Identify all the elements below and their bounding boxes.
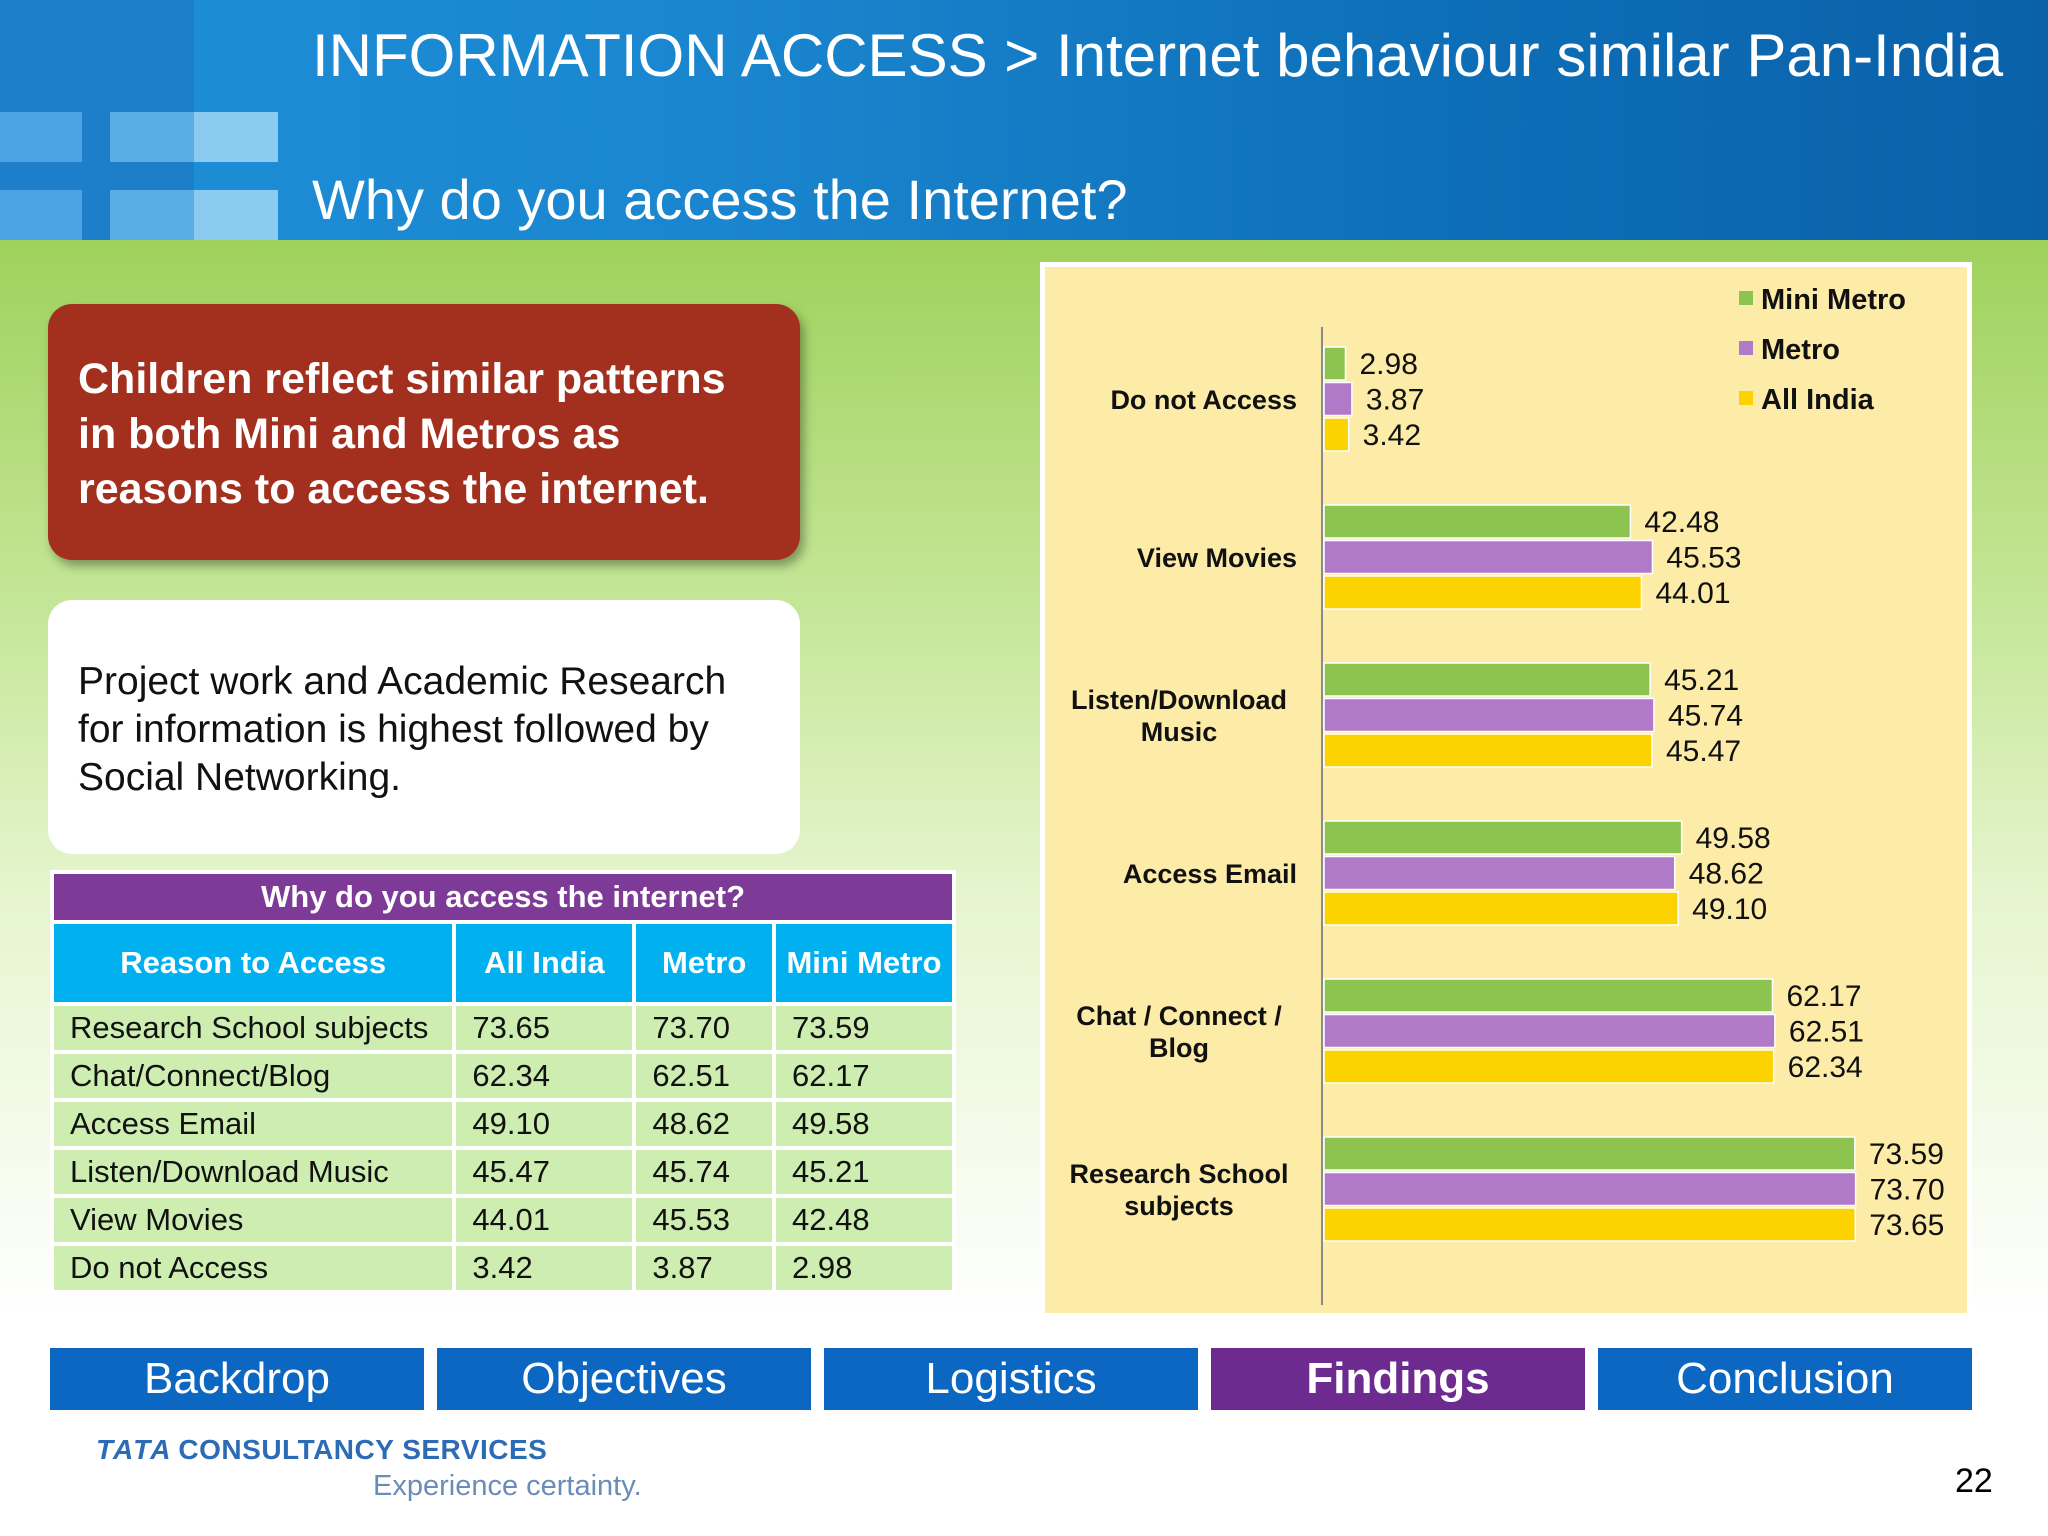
bar [1324,347,1345,380]
cell-mini-metro: 62.17 [776,1054,952,1098]
legend-label: Mini Metro [1761,284,1906,316]
table-row [54,1246,952,1290]
cell-reason: View Movies [54,1198,452,1242]
table-row [54,1102,952,1146]
tab-backdrop[interactable]: Backdrop [50,1348,424,1410]
cell-reason: Listen/Download Music [54,1150,452,1194]
cell-mini-metro: 45.21 [776,1150,952,1194]
table-header-row [54,924,952,1002]
data-label: 62.17 [1786,980,1862,1013]
table-row [54,1006,952,1050]
bar [1324,576,1641,609]
data-label: 49.10 [1692,893,1768,926]
category-label [1123,859,1297,889]
bar [1324,857,1675,890]
bar [1324,505,1630,538]
slide-title: INFORMATION ACCESS > Internet behaviour similar Pan-India [312,22,2004,89]
data-label: 2.98 [1359,348,1418,381]
decor-square [110,190,194,240]
bar [1324,734,1652,767]
key-insight-callout: Children reflect similar patterns in both Mini and Metros as reasons to access the internet. [48,304,800,560]
tab-findings[interactable]: Findings [1211,1348,1585,1410]
table-row [54,1150,952,1194]
category-label-line: Access Email [1122,859,1297,889]
category-label [1071,685,1287,747]
decor-square [194,190,278,240]
cell-reason: Do not Access [54,1246,452,1290]
bar-chart-panel [1040,262,1972,1318]
category-label-line: View Movies [1136,543,1297,573]
category-label [1137,543,1297,573]
data-label: 45.74 [1667,699,1744,733]
bar [1324,1173,1856,1206]
logo-tagline: Experience certainty. [373,1470,642,1502]
cell-metro: 62.51 [636,1054,772,1098]
cell-reason: Research School subjects [54,1006,452,1050]
bar [1324,383,1352,416]
category-label-line: Chat / Connect / [1076,1001,1282,1031]
col-header-reason: Reason to Access [54,924,452,1002]
cell-reason: Access Email [54,1102,452,1146]
bar [1324,699,1654,732]
data-label: 73.59 [1868,1138,1944,1171]
legend-swatch [1739,291,1753,305]
category-label [1076,1001,1282,1063]
header-banner [0,0,2048,240]
legend-swatch [1739,391,1753,405]
decor-square [0,112,82,162]
category-label-line: Research School [1069,1159,1289,1189]
table-caption: Why do you access the internet? [54,874,952,920]
bar [1324,1208,1855,1241]
data-label: 62.34 [1787,1051,1863,1084]
logo-company: CONSULTANCY SERVICES [178,1434,548,1465]
cell-metro: 45.74 [636,1150,772,1194]
bar [1324,1015,1775,1048]
col-header-mini-metro: Mini Metro [776,924,952,1002]
tab-conclusion[interactable]: Conclusion [1598,1348,1972,1410]
cell-all-india: 73.65 [456,1006,632,1050]
cell-reason: Chat/Connect/Blog [54,1054,452,1098]
bar [1324,821,1682,854]
bar [1324,663,1650,696]
cell-metro: 45.53 [636,1198,772,1242]
company-logo [96,1434,547,1466]
tab-logistics[interactable]: Logistics [824,1348,1198,1410]
cell-mini-metro: 49.58 [776,1102,952,1146]
data-label: 42.48 [1644,506,1720,539]
cell-all-india: 45.47 [456,1150,632,1194]
data-label: 45.47 [1665,735,1742,768]
legend-label: All India [1761,384,1874,416]
cell-all-india: 62.34 [456,1054,632,1098]
category-label-line: Listen/Download [1071,685,1287,715]
cell-mini-metro: 42.48 [776,1198,952,1242]
cell-mini-metro: 73.59 [776,1006,952,1050]
data-label: 48.62 [1688,857,1764,891]
page-number: 22 [1955,1462,1993,1500]
bar [1324,541,1652,574]
data-label: 62.51 [1788,1015,1864,1049]
bar-chart [1045,267,1967,1313]
cell-mini-metro: 2.98 [776,1246,952,1290]
data-label: 3.87 [1365,383,1425,417]
category-label [1110,385,1297,415]
decor-square [194,112,278,162]
slide-subtitle: Why do you access the Internet? [312,168,1128,231]
category-label-line: Do not Access [1110,385,1297,415]
legend-swatch [1739,341,1753,355]
bar [1324,892,1678,925]
cell-all-india: 3.42 [456,1246,632,1290]
bar [1324,979,1772,1012]
decor-square [0,190,82,240]
logo-brand: TATA [96,1434,173,1465]
category-label [1069,1159,1288,1221]
data-label: 45.53 [1666,541,1742,575]
cell-all-india: 44.01 [456,1198,632,1242]
decor-square [110,112,194,162]
data-label: 44.01 [1655,577,1731,610]
table-row [54,1054,952,1098]
cell-metro: 3.87 [636,1246,772,1290]
data-label: 45.21 [1664,664,1740,697]
category-label-line: Music [1140,717,1218,747]
col-header-all-india: All India [456,924,632,1002]
data-label: 49.58 [1695,822,1771,855]
reasons-table [50,870,956,1294]
cell-metro: 48.62 [636,1102,772,1146]
legend-label: Metro [1761,334,1840,366]
cell-all-india: 49.10 [456,1102,632,1146]
cell-metro: 73.70 [636,1006,772,1050]
data-label: 3.42 [1362,419,1422,452]
tab-objectives[interactable]: Objectives [437,1348,811,1410]
table-caption-row [54,874,952,920]
data-label: 73.65 [1869,1209,1945,1242]
finding-note: Project work and Academic Research for information is highest followed by Social Networking. [48,600,800,854]
table-row [54,1198,952,1242]
category-label-line: subjects [1124,1191,1234,1221]
bar [1324,1137,1855,1170]
data-label: 73.70 [1869,1173,1945,1207]
bar [1324,1050,1774,1083]
bar [1324,418,1349,451]
category-label-line: Blog [1149,1033,1209,1063]
col-header-metro: Metro [636,924,772,1002]
